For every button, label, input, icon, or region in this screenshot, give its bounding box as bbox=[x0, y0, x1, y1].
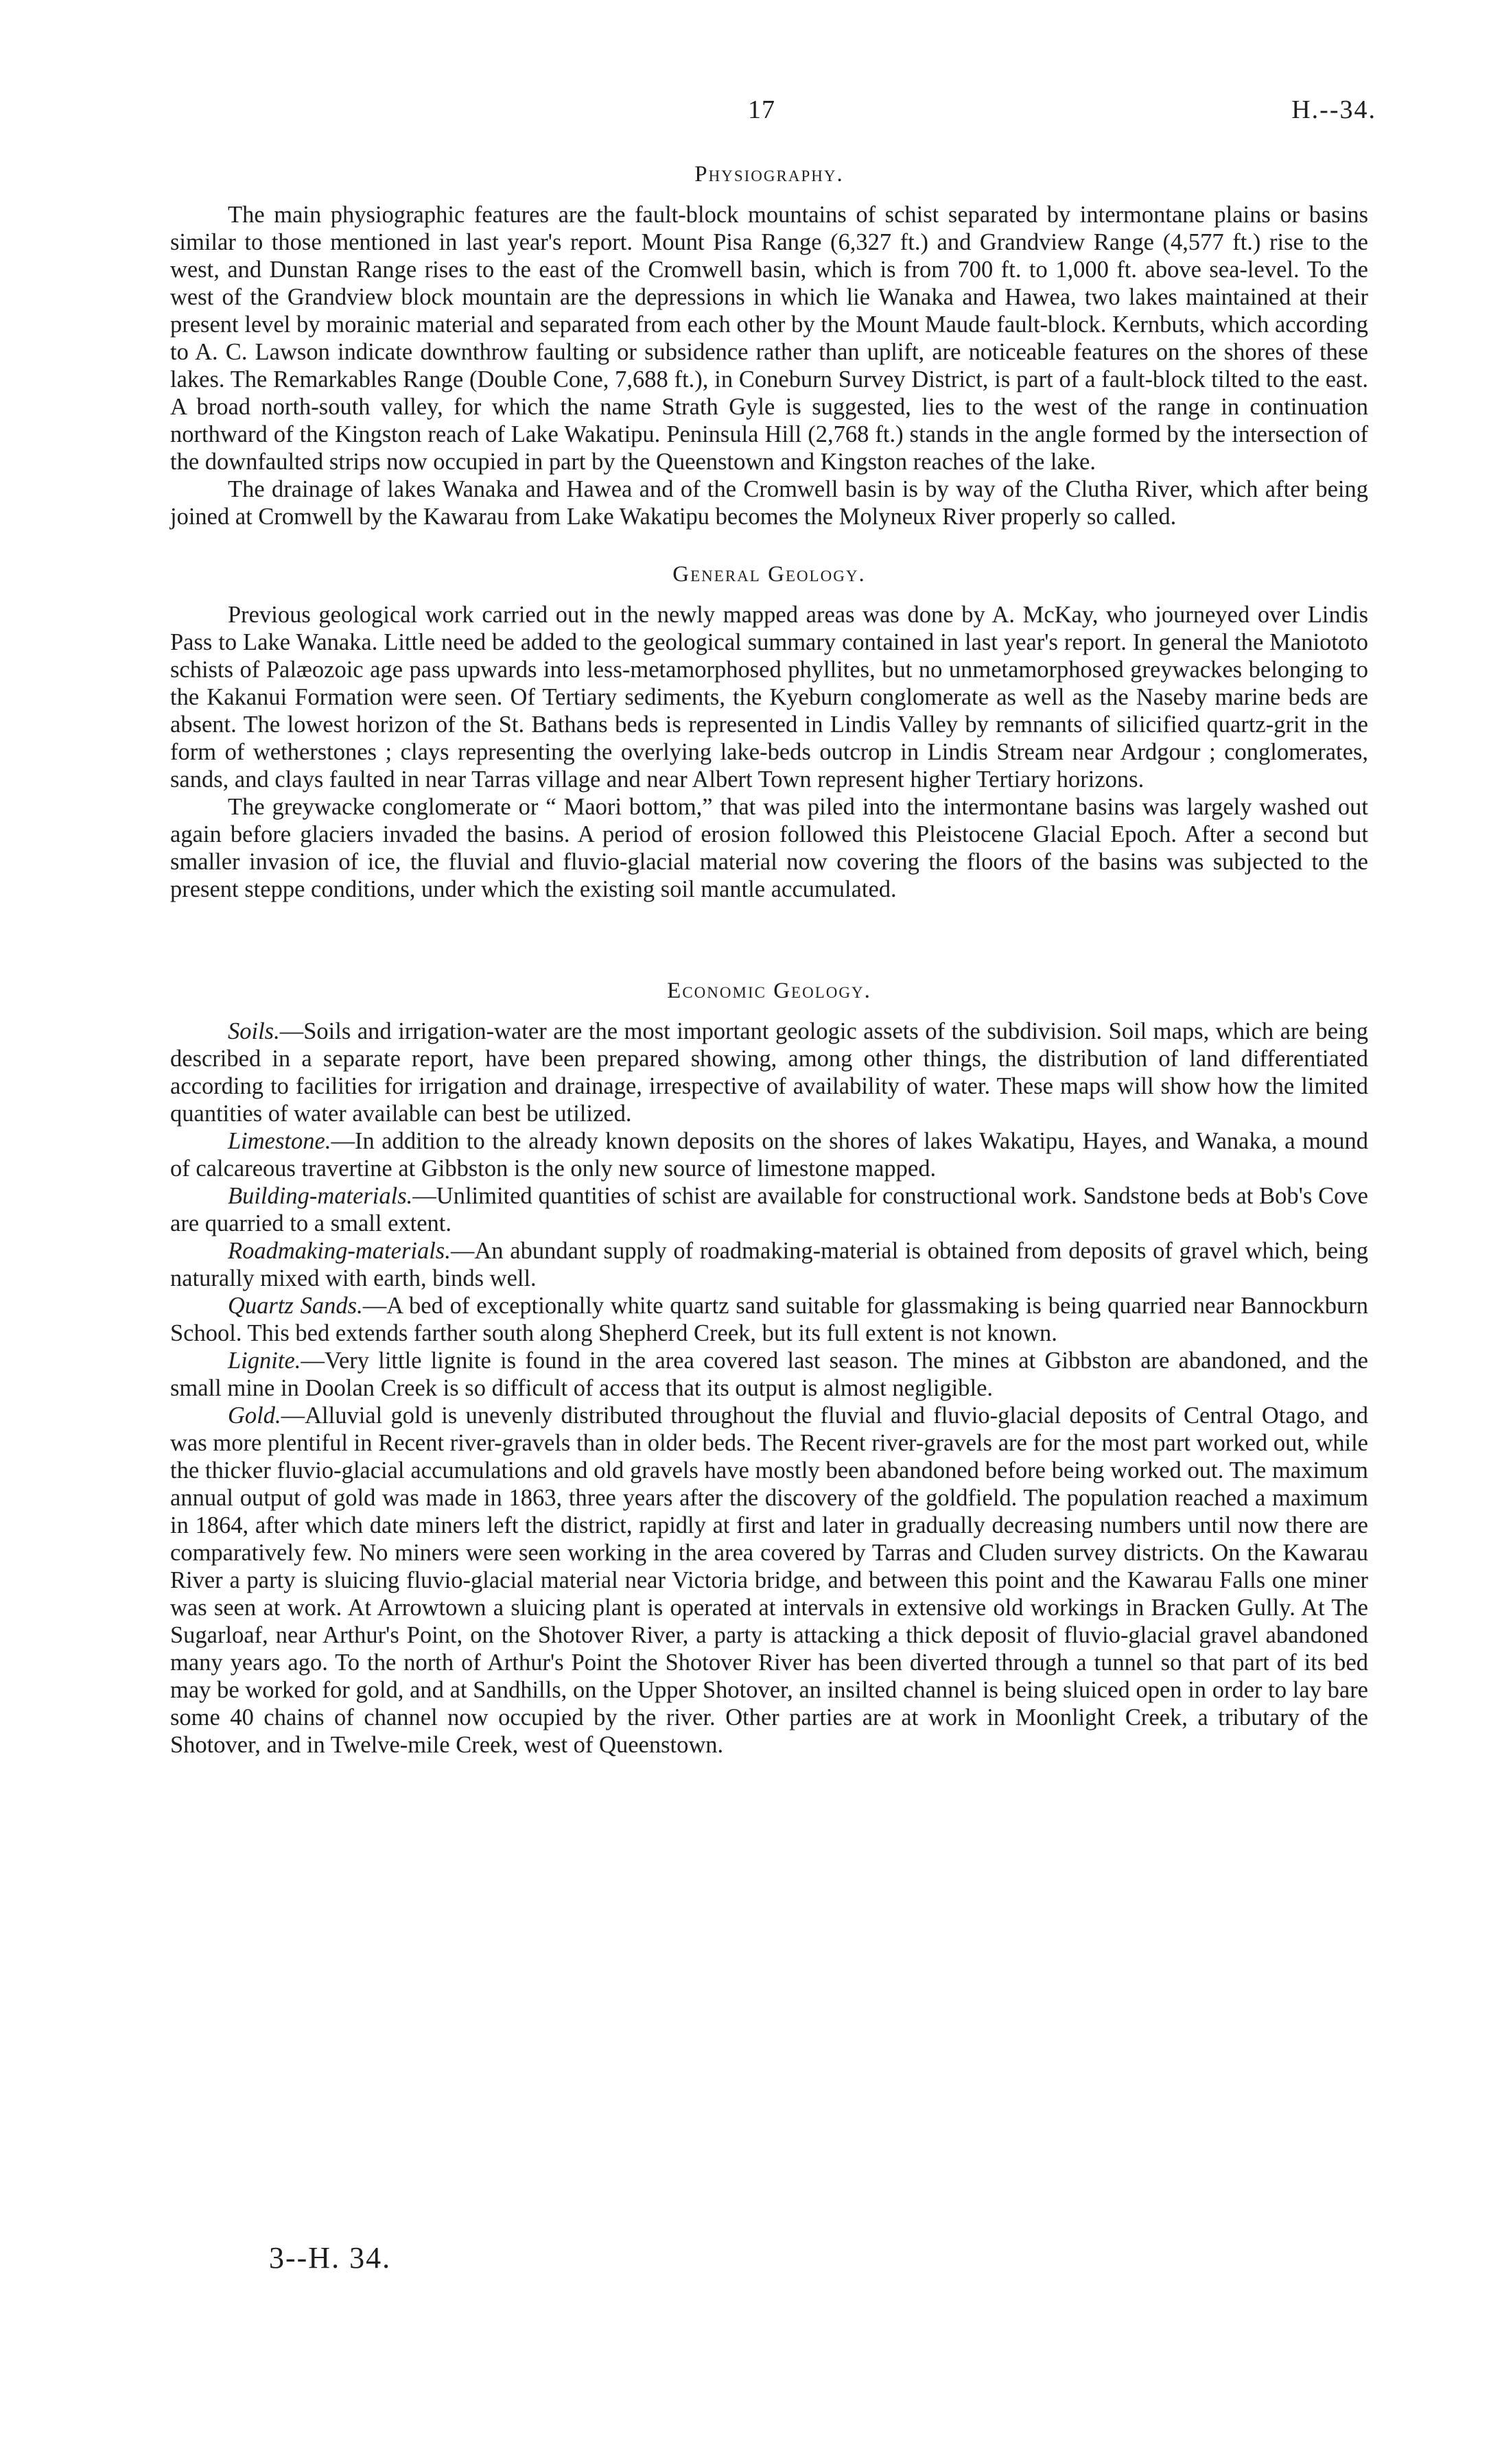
economic-item-quartz-sands bbox=[170, 1292, 1368, 1347]
signature-mark: 3--H. 34. bbox=[269, 2241, 392, 2275]
item-text: —Unlimited quantities of schist are available for constructional work. Sandstone beds at Bob's Cove are quarried to a small extent. bbox=[170, 1183, 1368, 1236]
item-lead: Quartz Sands. bbox=[228, 1293, 363, 1319]
economic-item-soils bbox=[170, 1018, 1368, 1127]
item-text: —Very little lignite is found in the area covered last season. The mines at Gibbston are abandoned, and the small mine in Doolan Creek is so difficult of access that its output is almost negligible. bbox=[170, 1348, 1368, 1401]
item-lead: Limestone. bbox=[228, 1128, 331, 1154]
paragraph: The greywacke conglomerate or “ Maori bottom,” that was piled into the intermontane basins was largely washed out again before glaciers invaded the basins. A period of erosion followed this Pleistocene Glacial Epoch. After a second but smaller invasion of ice, the fluvial and fluvio-glacial material now covering the floors of the basins was subjected to the present steppe conditions, under which the existing soil mantle accumulated. bbox=[170, 794, 1368, 902]
paragraph: The drainage of lakes Wanaka and Hawea and of the Cromwell basin is by way of the Clutha River, which after being joined at Cromwell by the Kawarau from Lake Wakatipu becomes the Molyneux River properly so called. bbox=[170, 476, 1368, 530]
economic-item-roadmaking-materials bbox=[170, 1237, 1368, 1292]
item-lead: Roadmaking-materials. bbox=[228, 1238, 451, 1264]
economic-item-building-materials bbox=[170, 1182, 1368, 1237]
item-lead: Lignite. bbox=[228, 1348, 301, 1374]
economic-item-lignite bbox=[170, 1347, 1368, 1402]
heading-physiography: Physiography. bbox=[694, 162, 844, 187]
item-text: —In addition to the already known deposits on the shores of lakes Wakatipu, Hayes, and Wanaka, a mound of calcareous travertine at Gibbston is the only new source of limestone mapped. bbox=[170, 1128, 1368, 1182]
item-lead: Soils. bbox=[228, 1018, 280, 1044]
paragraph: Previous geological work carried out in the newly mapped areas was done by A. McKay, who journeyed over Lindis Pass to Lake Wanaka. Little need be added to the geological summary contained in last year's report. In general the Maniototo schists of Palæozoic age pass upwards into less-metamorphosed phyllites, but no unmetamorphosed greywackes belonging to the Kakanui Formation were seen. Of Tertiary sediments, the Kyeburn conglomerate as well as the Naseby marine beds are absent. The lowest horizon of the St. Bathans beds is represented in Lindis Valley by remnants of silicified quartz-grit in the form of wetherstones ; clays representing the overlying lake-beds outcrop in Lindis Stream near Ardgour ; conglomerates, sands, and clays faulted in near Tarras village and near Albert Town represent higher Tertiary horizons. bbox=[170, 602, 1368, 793]
heading-economic-geology: Economic Geology. bbox=[667, 978, 871, 1003]
page-body bbox=[170, 162, 1368, 1759]
economic-item-limestone bbox=[170, 1127, 1368, 1182]
item-lead: Gold. bbox=[228, 1403, 281, 1429]
item-text: —A bed of exceptionally white quartz sand suitable for glassmaking is being quarried near Bannockburn School. This bed extends farther south along Shepherd Creek, but its full extent is not known. bbox=[170, 1293, 1368, 1346]
economic-item-gold bbox=[170, 1402, 1368, 1759]
paragraph: The main physiographic features are the fault-block mountains of schist separated by intermontane plains or basins similar to those mentioned in last year's report. Mount Pisa Range (6,327 ft.) and Grandview Range (4,577 ft.) rise to the west, and Dunstan Range rises to the east of the Cromwell basin, which is from 700 ft. to 1,000 ft. above sea-level. To the west of the Grandview block mountain are the depressions in which lie Wanaka and Hawea, two lakes maintained at their present level by morainic material and separated from each other by the Mount Maude fault-block. Kernbuts, which according to A. C. Lawson indicate downthrow faulting or subsidence rather than uplift, are noticeable features on the shores of these lakes. The Remarkables Range (Double Cone, 7,688 ft.), in Coneburn Survey District, is part of a fault-block tilted to the east. A broad north-south valley, for which the name Strath Gyle is suggested, lies to the west of the range in continuation northward of the Kingston reach of Lake Wakatipu. Peninsula Hill (2,768 ft.) stands in the angle formed by the intersection of the downfaulted strips now occupied in part by the Queenstown and Kingston reaches of the lake. bbox=[170, 202, 1368, 475]
item-text: —Alluvial gold is unevenly distributed throughout the fluvial and fluvio-glacial deposits of Central Otago, and was more plentiful in Recent river-gravels than in older beds. The Recent river-gravels are for the most part worked out, while the thicker fluvio-glacial accumulations and old gravels have mostly been abandoned before being worked out. The maximum annual output of gold was made in 1863, three years after the discovery of the goldfield. The population reached a maximum in 1864, after which date miners left the district, rapidly at first and later in gradually decreasing numbers until now there are comparatively few. No miners were seen working in the area covered by Tarras and Cluden survey districts. On the Kawarau River a party is sluicing fluvio-glacial material near Victoria bridge, and between this point and the Kawarau Falls one miner was seen at work. At Arrowtown a sluicing plant is operated at intervals in extensive old workings in Bracken Gully. At The Sugarloaf, near Arthur's Point, on the Shotover River, a party is attacking a thick deposit of fluvio-glacial gravel abandoned many years ago. To the north of Arthur's Point the Shotover River has been diverted through a tunnel so that part of its bed may be worked for gold, and at Sandhills, on the Upper Shotover, an insilted channel is being sluiced open in order to lay bare some 40 chains of channel now occupied by the river. Other parties are at work in Moonlight Creek, a tributary of the Shotover, and in Twelve-mile Creek, west of Queenstown. bbox=[170, 1403, 1368, 1758]
item-lead: Building-materials. bbox=[228, 1183, 413, 1209]
item-text: —Soils and irrigation-water are the most important geologic assets of the subdivision. Soil maps, which are being described in a separate report, have been prepared showing, among other things, the distribution of land differentiated according to facilities for irrigation and drainage, irrespective of availability of water. These maps will show how the limited quantities of water available can best be utilized. bbox=[170, 1018, 1368, 1127]
page-number: 17 bbox=[748, 95, 775, 124]
item-text: —An abundant supply of roadmaking-material is obtained from deposits of gravel which, being naturally mixed with earth, binds well. bbox=[170, 1238, 1368, 1291]
heading-general-geology: General Geology. bbox=[672, 562, 866, 587]
document-reference: H.--34. bbox=[1291, 95, 1376, 124]
